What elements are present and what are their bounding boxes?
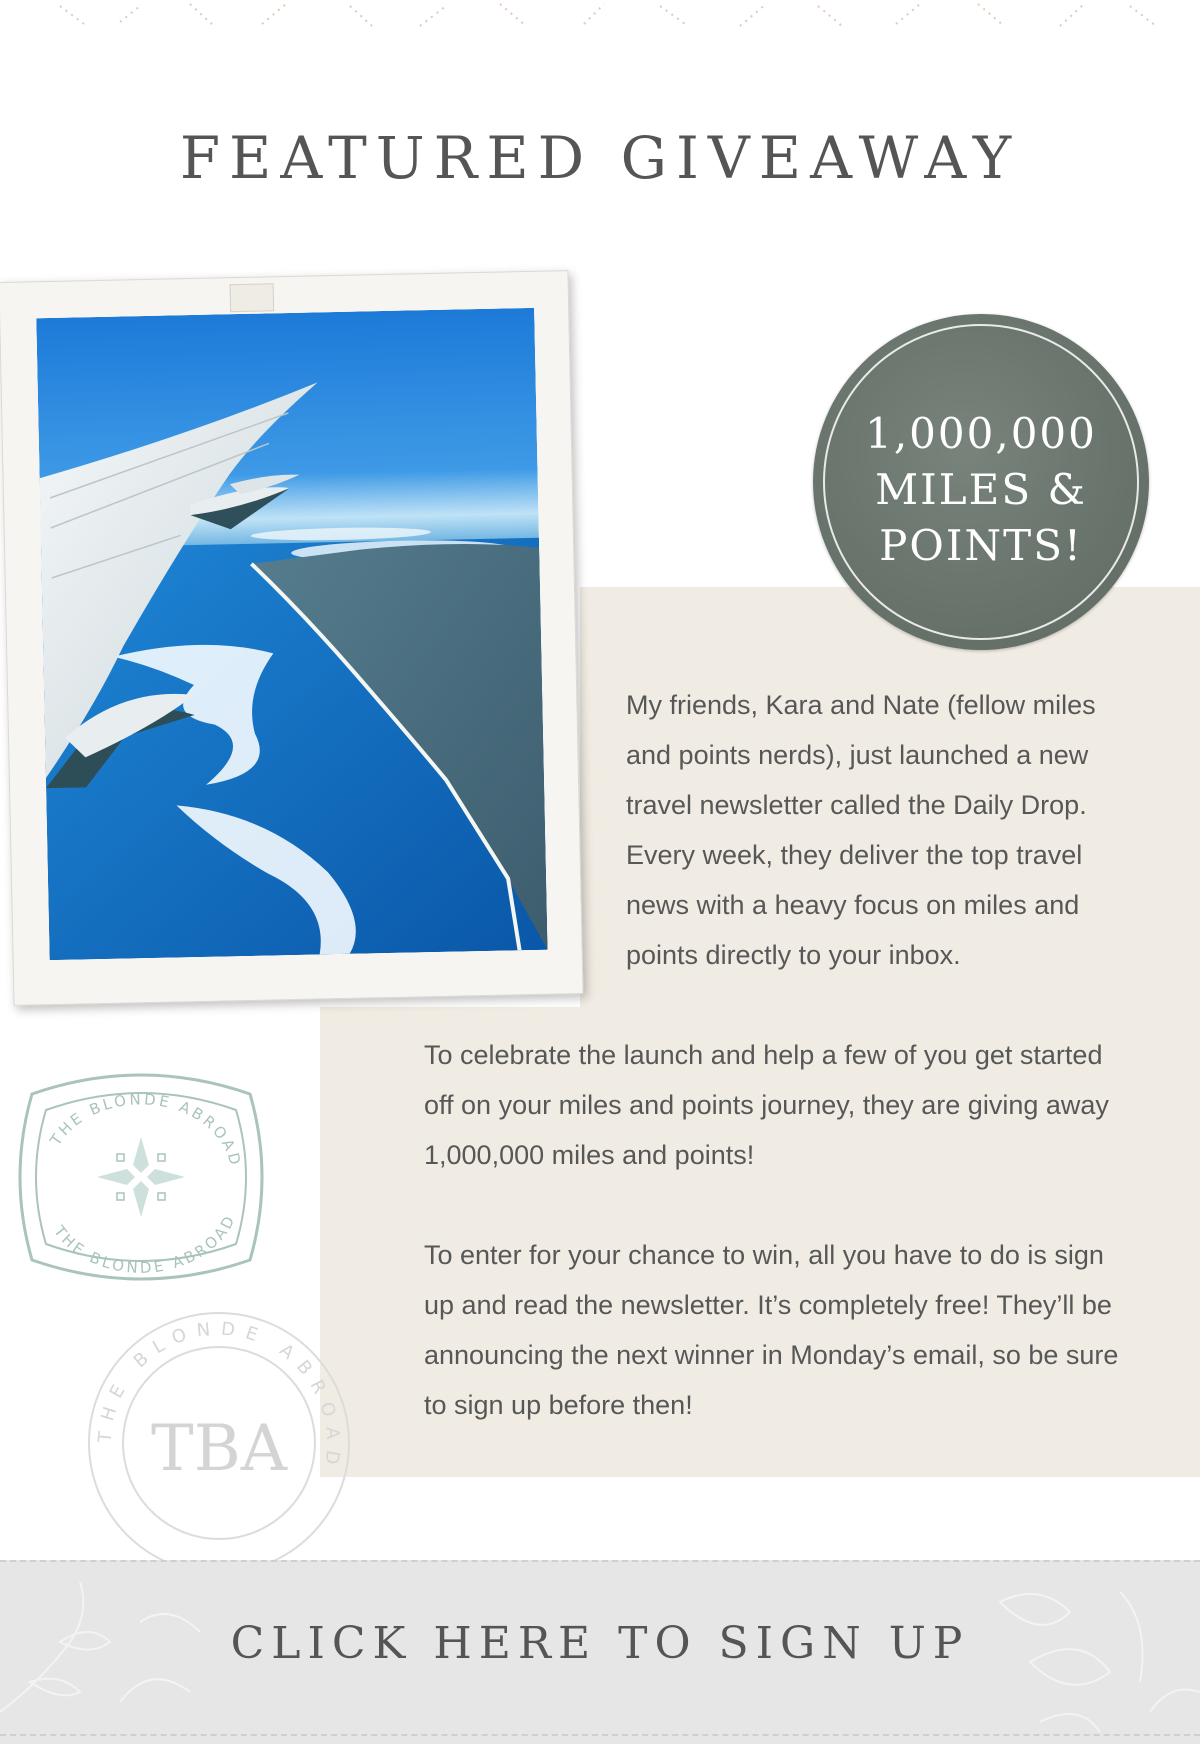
svg-text:THE BLONDE ABROAD [50, 1211, 240, 1277]
stamp-1-bottom-text: THE BLONDE ABROAD [50, 1210, 240, 1278]
badge-line-2: MILES & [875, 465, 1087, 514]
top-decorative-border [0, 0, 1200, 34]
miles-points-badge [813, 314, 1149, 650]
badge-line-1: 1,000,000 [865, 409, 1097, 458]
celebration-paragraph: To celebrate the launch and help a few of you get started off on your miles and points journey, they are giving away 1,000,000 miles and points! [424, 1040, 1109, 1170]
stamp-1-top-text: THE BLONDE ABROAD [46, 1090, 245, 1170]
badge-text [813, 406, 1149, 574]
stamp-2-monogram: TBA [151, 1412, 287, 1486]
photo-frame [0, 270, 584, 1006]
entry-paragraph: To enter for your chance to win, all you have to do is sign up and read the newsletter. It’s completely free! They’ll be announcing the next winner in Monday’s email, so be sure to sign up before then! [424, 1240, 1119, 1420]
badge-line-3: POINTS! [879, 521, 1083, 570]
airplane-wing-photo [36, 308, 547, 960]
stamp-2-ring-text: THE BLONDE ABROAD [94, 1318, 344, 1476]
intro-paragraph: My friends, Kara and Nate (fellow miles and points nerds), just launched a new travel newsletter called the Daily Drop. Every week, they deliver the top travel news with a heavy focus on miles and points directly to your inbox. [626, 690, 1096, 970]
section-heading: FEATURED GIVEAWAY [179, 124, 1021, 192]
cta-band [0, 1560, 1200, 1744]
blonde-abroad-stamp-logo [2, 1054, 280, 1300]
cta-bottom-divider [0, 1734, 1200, 1736]
tba-monogram-stamp-logo [86, 1310, 352, 1576]
photo-tape [230, 283, 275, 312]
sign-up-button[interactable]: CLICK HERE TO SIGN UP [0, 1618, 1200, 1669]
